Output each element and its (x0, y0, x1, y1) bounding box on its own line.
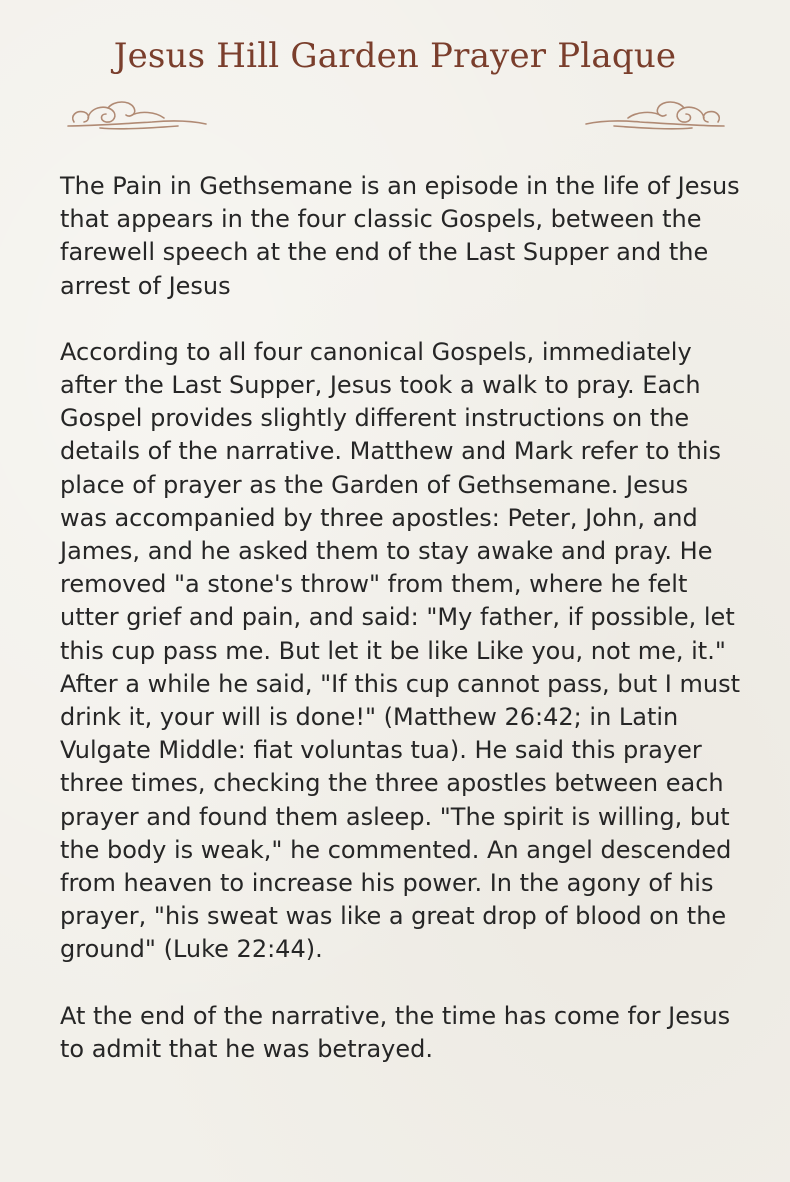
paragraph-1: The Pain in Gethsemane is an episode in the life of Jesus that appears in the four classic Gospels, between the farewell speech at the end of the Last Supper and the arrest of Jesus (60, 172, 740, 300)
page-title: Jesus Hill Garden Prayer Plaque (113, 36, 677, 76)
body-text (60, 170, 740, 1099)
paragraph-2: According to all four canonical Gospels, immediately after the Last Supper, Jesus took a walk to pray. Each Gospel provides slightly different instructions on the details of the narrative. Matthew and Mark refer to this place of prayer as the Garden of Gethsemane. Jesus was accompanied by three apostles: Peter, John, and James, and he asked them to stay awake and pray. He removed "a stone's throw" from them, where he felt utter grief and pain, and said: "My father, if possible, let this cup pass me. But let it be like Like you, not me, it." After a while he said, "If this cup cannot pass, but I must drink it, your will is done!" (Matthew 26:42; in Latin Vulgate Middle: fiat voluntas tua). He said this prayer three times, checking the three apostles between each prayer and found them asleep. "The spirit is willing, but the body is weak," he commented. An angel descended from heaven to increase his power. In the agony of his prayer, "his sweat was like a great drop of blood on the ground" (Luke 22:44). (60, 337, 740, 964)
cloud-swirl-ornament-icon (582, 96, 732, 134)
cloud-swirl-ornament-icon (60, 96, 210, 134)
paragraph-3: At the end of the narrative, the time has come for Jesus to admit that he was betrayed. (60, 1001, 731, 1063)
